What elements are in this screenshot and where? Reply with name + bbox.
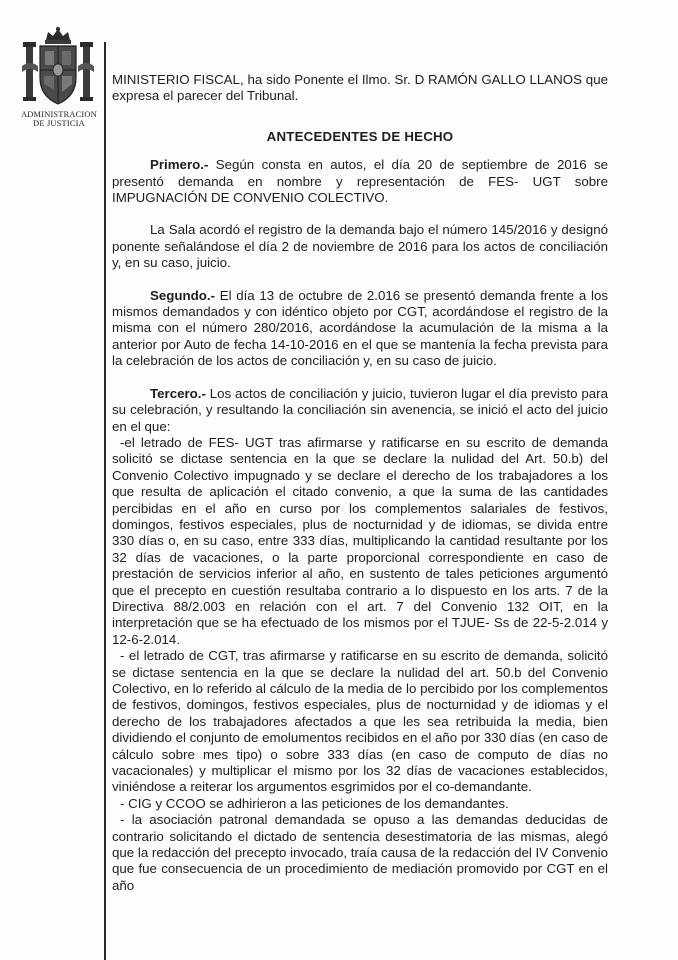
document-body (112, 72, 608, 894)
intro-paragraph: MINISTERIO FISCAL, ha sido Ponente el Ilmo. Sr. D RAMÓN GALLO LLANOS que expresa el parecer del Tribunal. (112, 72, 608, 104)
segundo-text: El día 13 de octubre de 2.016 se presentó demanda frente a los mismos demandados y con idéntico objeto por CGT, acordándose el registro de la misma con el número 280/2016, acordándose la acumulación de la misma a la anterior por Auto de fecha 14-10-2016 en el que se mantenía la fecha prevista para la celebración de los actos de conciliación y, en su caso de juicio. (112, 287, 608, 369)
item-fes-ugt: -el letrado de FES- UGT tras afirmarse y ratificarse en su escrito de demanda solicitó se dictase sentencia en la que se declare la nulidad del Art. 50.b) del Convenio Colectivo impugnado y se declare el derecho de los trabajadores a los que resulta de aplicación el citado convenio, a que la suma de las cantidades percibidas en el año en curso por los complementos salariales de festivos, domingos, festivos especiales, plus de nocturnidad y de idiomas, se divida entre 330 días o, en su caso, entre 333 días, multiplicando la cantidad resultante por los 32 días de vacaciones, o la parte proporcional correspondiente en caso de prestación de servicios inferior al año, en sustento de tales peticiones argumentó que el precepto en cuestión resultaba contrario a lo dispuesto en los arts. 7 de la Directiva 88/2.003 en relación con el art. 7 del Convenio 132 OIT, en la interpretación que se ha efectuado de los mismos por el TJUE- Ss de 22-5-2.014 y 12-6-2.014. (112, 434, 608, 647)
margin-rule (104, 42, 106, 960)
primero-label: Primero.- (150, 157, 209, 173)
item-patronal: - la asociación patronal demandada se opuso a las demandas deducidas de contrario solicitando el dictado de sentencia desestimatoria de las mismas, alegó que la redacción del precepto invocado, traía causa de la redacción del IV Convenio que fue consecuencia de un procedimiento de mediación promovido por CGT en el año (112, 812, 608, 893)
primero-paragraph (112, 157, 608, 206)
tercero-label: Tercero.- (150, 385, 206, 401)
item-cgt: - el letrado de CGT, tras afirmarse y ratificarse en su escrito de demanda, solicitó se dictase sentencia en la que se declare la nulidad del art. 50.b del Convenio Colectivo, en lo referido al cálculo de la media de lo percibido por los complementos de festivos, domingos, festivos especiales, plus de nocturnidad y de idiomas y el derecho de los trabajadores afectados a que les sea retribuida la media, bien dividiendo el conjunto de emolumentos recibidos en el año por 330 días (en caso de cálculo sobre mes tipo) o sobre 333 días (en caso de computo de días no vacacionales) y multiplicar el mismo por los 32 días de vacaciones establecidos, viniéndose a reiterar los argumentos esgrimidos por el co-demandante. (112, 648, 609, 795)
sala-paragraph: La Sala acordó el registro de la demanda bajo el número 145/2016 y designó ponente señalándose el día 2 de noviembre de 2016 para los actos de conciliación y, en su caso, juicio. (112, 222, 608, 271)
tercero-text: Los actos de conciliación y juicio, tuvieron lugar el día previsto para su celebración, y resultando la conciliación sin avenencia, se inició el acto del juicio en el que: (112, 385, 608, 434)
item-cig-ccoo: - CIG y CCOO se adhirieron a las peticiones de los demandantes. (120, 795, 509, 811)
segundo-label: Segundo.- (150, 287, 215, 303)
segundo-paragraph (112, 288, 608, 370)
institution-line-1: ADMINISTRACION (21, 110, 97, 119)
institution-line-2: DE JUSTICIA (33, 119, 85, 128)
primero-text: Según consta en autos, el día 20 de septiembre de 2016 se presentó demanda en nombre y representación de FES- UGT sobre IMPUGNACIÓN DE CONVENIO COLECTIVO. (112, 157, 608, 206)
institution-name (16, 110, 102, 128)
section-heading: ANTECEDENTES DE HECHO (266, 128, 454, 144)
tercero-paragraph (112, 386, 608, 435)
